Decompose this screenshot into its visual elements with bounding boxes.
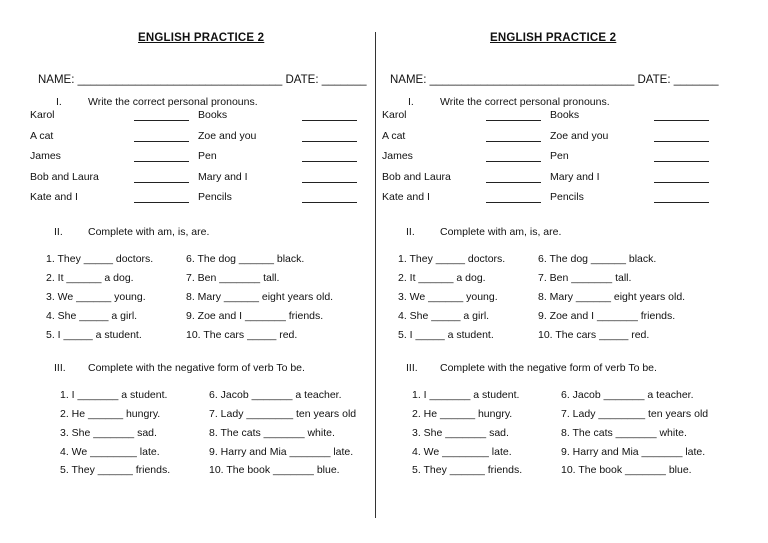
exercise-item: 6. Jacob _______ a teacher. [561,389,694,401]
name-field[interactable]: ________________________________ [429,74,635,86]
exercise-item: 1. I _______ a student. [60,389,168,401]
section-1-numeral: I. [56,96,62,108]
exercise-item: 1. I _______ a student. [412,389,520,401]
exercise-item: 1. They _____ doctors. [398,253,506,265]
exercise-item: 6. The dog ______ black. [186,253,305,265]
answer-blank[interactable] [134,161,189,162]
pronoun-word: Pencils [198,191,232,203]
answer-blank[interactable] [654,141,709,142]
date-field[interactable]: _______ [321,74,367,86]
answer-blank[interactable] [302,161,357,162]
exercise-item: 4. We ________ late. [60,446,160,458]
exercise-item: 5. They ______ friends. [60,464,171,476]
answer-blank[interactable] [654,182,709,183]
section-1-instruction: Write the correct personal pronouns. [88,96,258,108]
exercise-item: 10. The book _______ blue. [561,464,692,476]
exercise-item: 2. It ______ a dog. [46,272,134,284]
pronoun-word: Mary and I [550,171,600,183]
worksheet-title: ENGLISH PRACTICE 2 [490,32,617,44]
section-3-instruction: Complete with the negative form of verb To be. [88,362,305,374]
exercise-item: 3. She _______ sad. [60,427,157,439]
exercise-item: 5. They ______ friends. [412,464,523,476]
exercise-item: 2. He ______ hungry. [60,408,161,420]
exercise-item: 3. She _______ sad. [412,427,509,439]
pronoun-word: Zoe and you [550,130,609,142]
date-label: DATE: [637,74,671,86]
exercise-item: 2. It ______ a dog. [398,272,486,284]
pronoun-word: Kate and I [30,191,78,203]
name-field[interactable]: ________________________________ [77,74,283,86]
pronoun-word: Bob and Laura [30,171,99,183]
pronoun-word: Karol [30,109,55,121]
exercise-item: 8. The cats _______ white. [561,427,687,439]
name-date-line [390,74,719,86]
exercise-item: 4. She _____ a girl. [398,310,490,322]
pronoun-word: James [30,150,61,162]
answer-blank[interactable] [302,120,357,121]
answer-blank[interactable] [654,161,709,162]
exercise-item: 8. The cats _______ white. [209,427,335,439]
exercise-item: 3. We ______ young. [46,291,146,303]
exercise-item: 10. The cars _____ red. [186,329,298,341]
pronoun-word: Pen [550,150,569,162]
pronoun-word: A cat [382,130,406,142]
exercise-item: 4. We ________ late. [412,446,512,458]
answer-blank[interactable] [486,202,541,203]
answer-blank[interactable] [134,202,189,203]
pronoun-word: Karol [382,109,407,121]
answer-blank[interactable] [134,120,189,121]
answer-blank[interactable] [486,141,541,142]
worksheet-title: ENGLISH PRACTICE 2 [138,32,265,44]
name-label: NAME: [38,74,75,86]
section-3-numeral: III. [54,362,66,374]
exercise-item: 4. She _____ a girl. [46,310,138,322]
pronoun-word: James [382,150,413,162]
date-label: DATE: [285,74,319,86]
exercise-item: 9. Zoe and I _______ friends. [538,310,676,322]
answer-blank[interactable] [654,202,709,203]
exercise-item: 7. Lady ________ ten years old [561,408,709,420]
answer-blank[interactable] [486,182,541,183]
pronoun-word: Mary and I [198,171,248,183]
exercise-item: 8. Mary ______ eight years old. [186,291,334,303]
pronoun-word: Kate and I [382,191,430,203]
section-1-instruction: Write the correct personal pronouns. [440,96,610,108]
pronoun-word: Zoe and you [198,130,257,142]
exercise-item: 9. Harry and Mia _______ late. [209,446,354,458]
exercise-item: 3. We ______ young. [398,291,498,303]
exercise-item: 10. The cars _____ red. [538,329,650,341]
answer-blank[interactable] [486,161,541,162]
answer-blank[interactable] [302,141,357,142]
answer-blank[interactable] [302,202,357,203]
exercise-item: 7. Ben _______ tall. [186,272,280,284]
pronoun-word: Pencils [550,191,584,203]
pronoun-word: A cat [30,130,54,142]
exercise-item: 8. Mary ______ eight years old. [538,291,686,303]
answer-blank[interactable] [654,120,709,121]
answer-blank[interactable] [302,182,357,183]
answer-blank[interactable] [486,120,541,121]
section-3-instruction: Complete with the negative form of verb To be. [440,362,657,374]
pronoun-word: Books [198,109,228,121]
section-2-numeral: II. [54,226,63,238]
exercise-item: 5. I _____ a student. [398,329,494,341]
pronoun-word: Pen [198,150,217,162]
exercise-item: 10. The book _______ blue. [209,464,340,476]
exercise-item: 5. I _____ a student. [46,329,142,341]
worksheet-right [352,0,736,543]
exercise-item: 9. Harry and Mia _______ late. [561,446,706,458]
section-1-numeral: I. [408,96,414,108]
exercise-item: 2. He ______ hungry. [412,408,513,420]
section-3-numeral: III. [406,362,418,374]
answer-blank[interactable] [134,182,189,183]
exercise-item: 9. Zoe and I _______ friends. [186,310,324,322]
exercise-item: 6. The dog ______ black. [538,253,657,265]
answer-blank[interactable] [134,141,189,142]
exercise-item: 1. They _____ doctors. [46,253,154,265]
section-2-instruction: Complete with am, is, are. [88,226,210,238]
name-date-line [38,74,367,86]
exercise-item: 7. Ben _______ tall. [538,272,632,284]
exercise-item: 6. Jacob _______ a teacher. [209,389,342,401]
pronoun-word: Bob and Laura [382,171,451,183]
pronoun-word: Books [550,109,580,121]
section-2-numeral: II. [406,226,415,238]
exercise-item: 7. Lady ________ ten years old [209,408,357,420]
date-field[interactable]: _______ [673,74,719,86]
section-2-instruction: Complete with am, is, are. [440,226,562,238]
name-label: NAME: [390,74,427,86]
